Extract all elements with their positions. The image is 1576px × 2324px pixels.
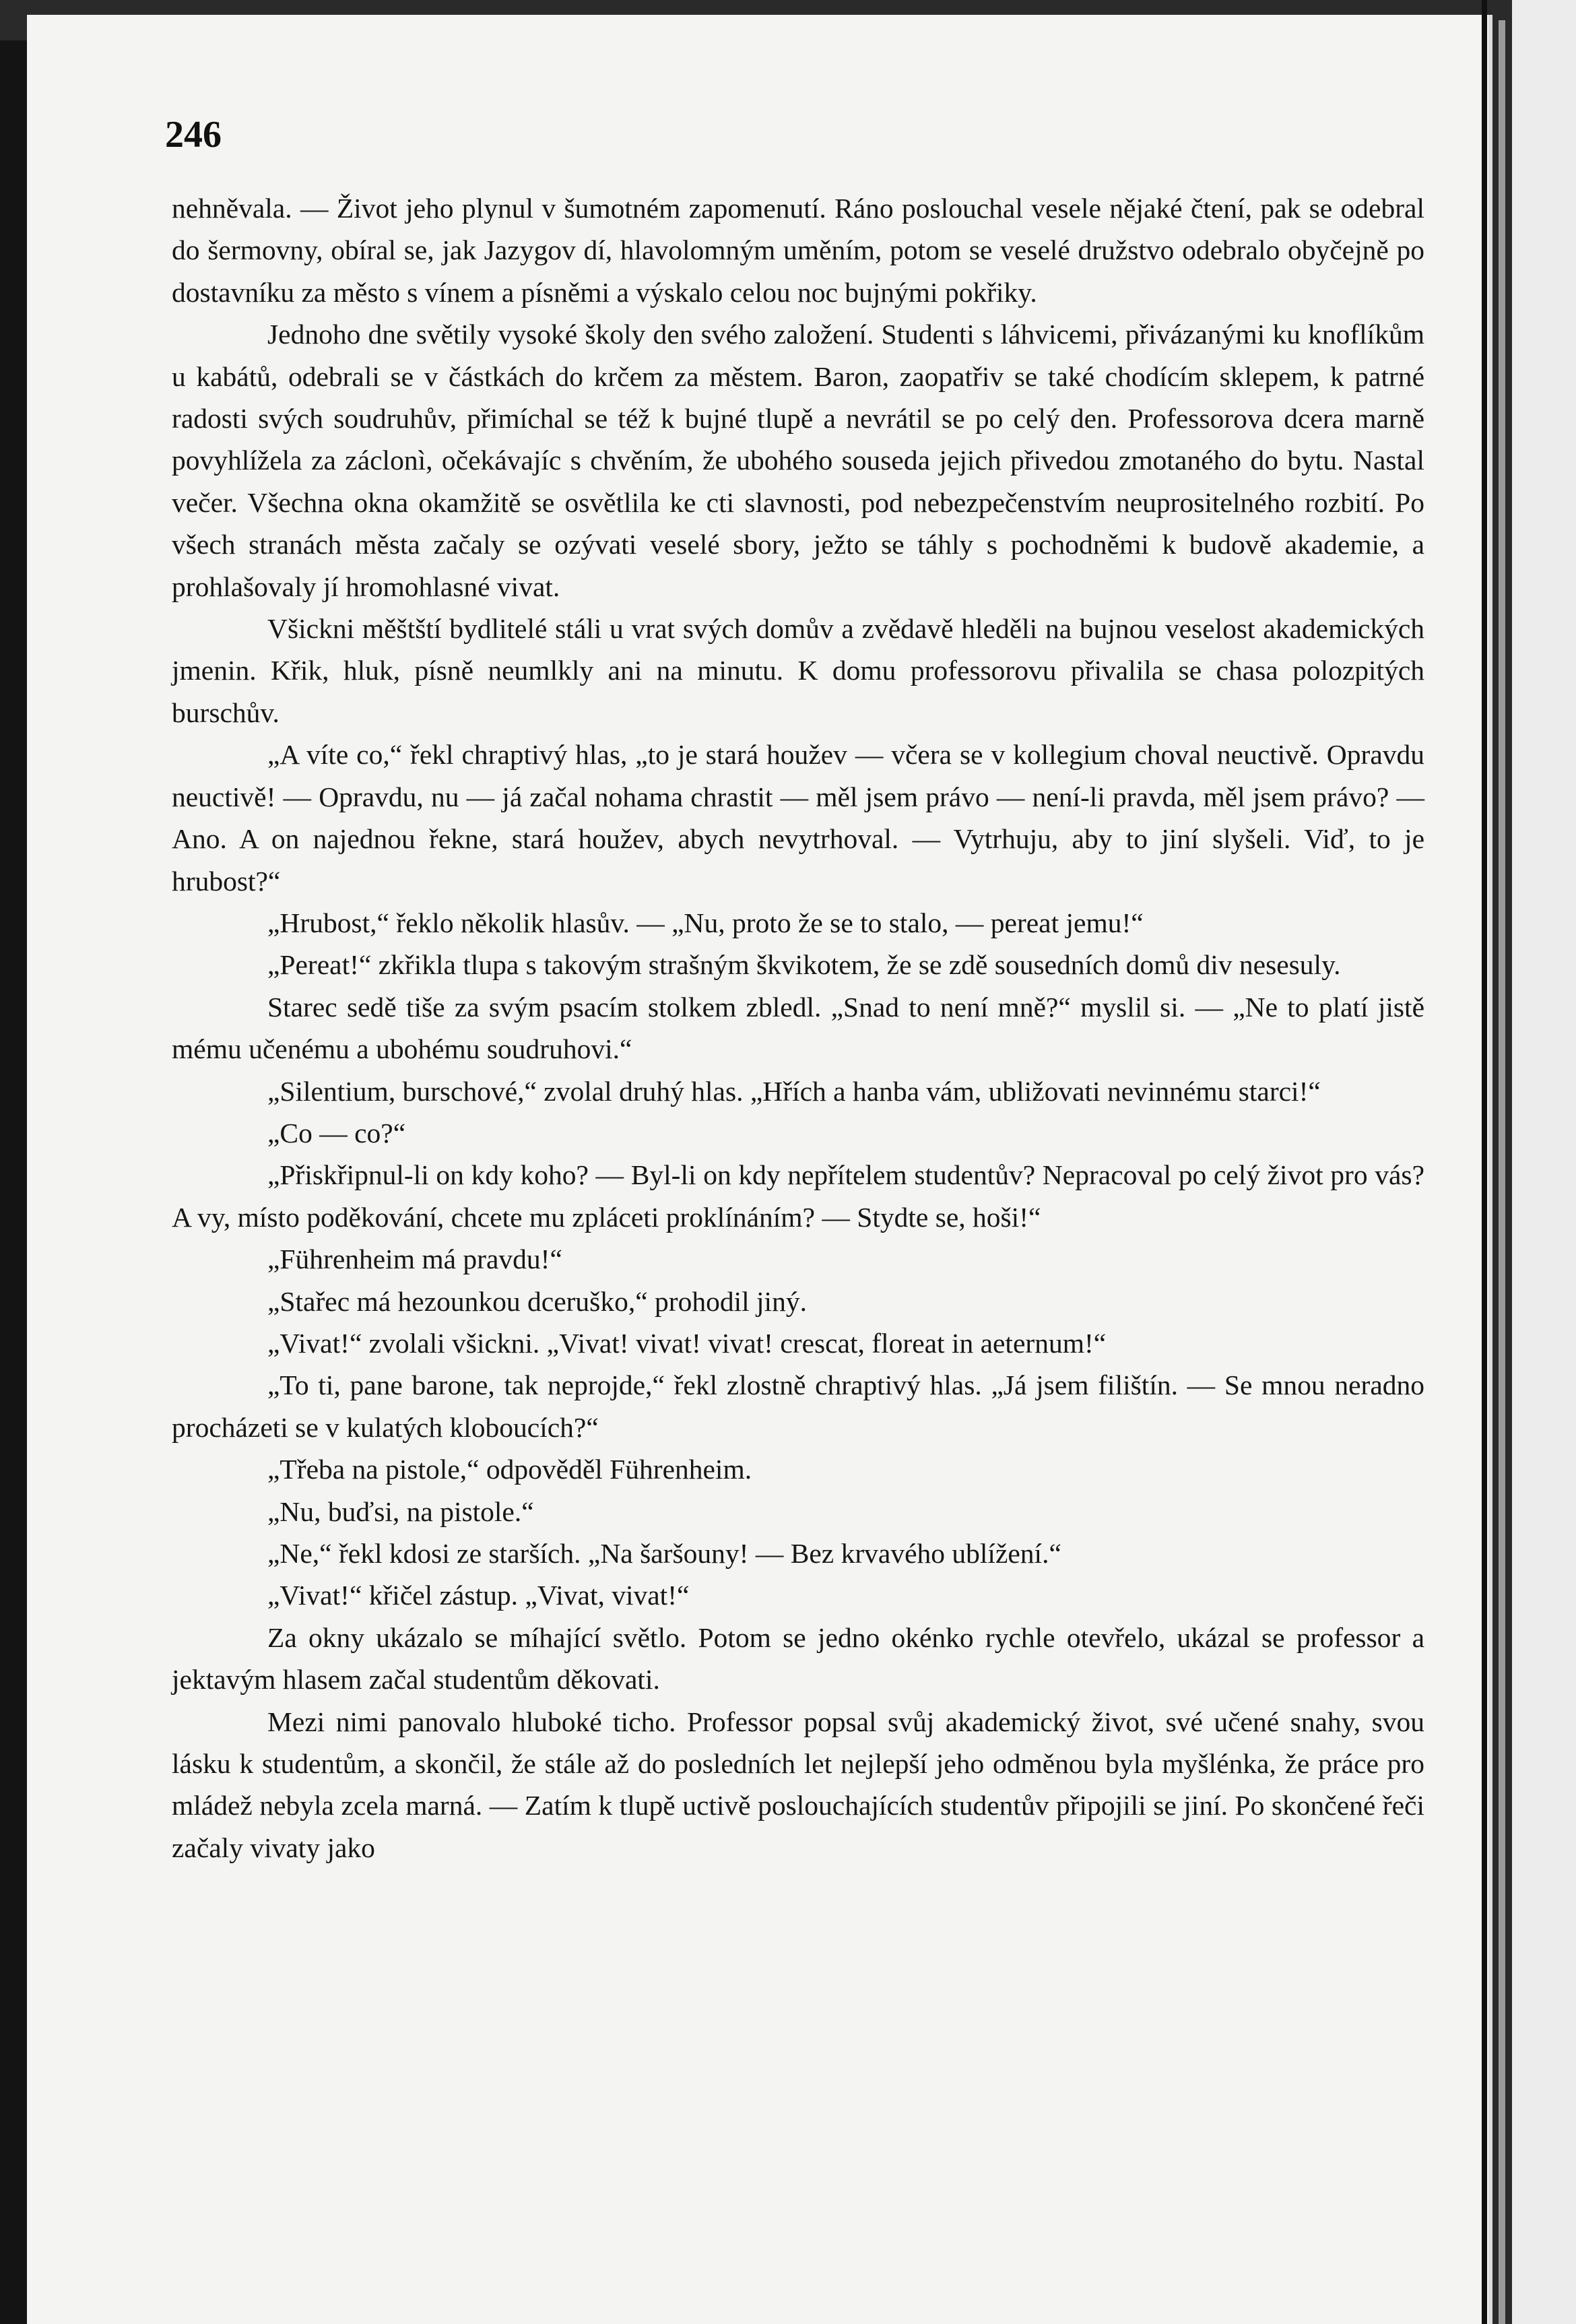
paragraph: Jednoho dne světily vysoké školy den svého založení. Studenti s láhvicemi, přivázanými ku knoflíkům u kabátů, odebrali se v částkách do krčem za městem. Baron, zaopatřiv se také chodícím sklepem, k patrné radosti svých soudruhův, přimíchal se též k bujné tlupě a nevrátil se po celý den. Professorova dcera marně povyhlížela za záclonì, očekávajíc s chvěním, že ubohého souseda jejich přivedou zmotaného do bytu. Nastal večer. Všechna okna okamžitě se osvětlila ke cti slavnosti, pod nebezpečenstvím neuprositelného rozbití. Po všech stranách města začaly se ozývati veselé sbory, ježto se táhly s pochodněmi k budově akademie, a prohlašovaly jí hromohlasné vivat. xyxy=(172,319,1424,602)
paragraph: „Hrubost,“ řeklo několik hlasův. — „Nu, proto že se to stalo, — pereat jemu!“ xyxy=(267,907,1144,938)
paragraph: „To ti, pane barone, tak neprojde,“ řekl zlostně chraptivý hlas. „Já jsem filištín. — Se mnou neradno procházeti se v kulatých kloboucích?“ xyxy=(172,1369,1424,1443)
page-number: 246 xyxy=(165,114,222,156)
scan-left-edge xyxy=(0,40,30,2324)
paragraph: Starec sedě tiše za svým psacím stolkem zbledl. „Snad to není mně?“ myslil si. — „Ne to platí jistě mému učenému a ubohému soudruhovi.“ xyxy=(172,991,1424,1065)
scan-right-edge xyxy=(1499,20,1505,2324)
paragraph: Za okny ukázalo se míhající světlo. Potom se jedno okénko rychle otevřelo, ukázal se professor a jektavým hlasem začal studentům děkovati. xyxy=(172,1621,1424,1696)
paragraph: „Vivat!“ zvolali všickni. „Vivat! vivat! vivat! crescat, floreat in aeternum!“ xyxy=(267,1327,1107,1359)
paragraph: „Silentium, burschové,“ zvolal druhý hlas. „Hřích a hanba vám, ubližovati nevinnému starci!“ xyxy=(267,1075,1321,1107)
paragraph: „Ne,“ řekl kdosi ze starších. „Na šaršouny! — Bez krvavého ublížení.“ xyxy=(267,1538,1061,1569)
paragraph: „Třeba na pistole,“ odpověděl Führenheim. xyxy=(267,1454,752,1485)
paragraph: „Pereat!“ zkřikla tlupa s takovým strašným škvikotem, že se zdě sousedních domů div nesesuly. xyxy=(267,949,1341,981)
paragraph: nehněvala. — Život jeho plynul v šumotném zapomenutí. Ráno poslouchal vesele nějaké čtení, pak se odebral do šermovny, obíral se, jak Jazygov dí, hlavolomným uměním, potom se veselé družstvo odebralo obyčejně po dostavníku za město s vínem a písněmi a výskalo celou noc bujnými pokřiky. xyxy=(172,193,1424,308)
paragraph: „Führenheim má pravdu!“ xyxy=(267,1244,562,1275)
paragraph: Mezi nimi panovalo hluboké ticho. Professor popsal svůj akademický život, své učené snahy, svou lásku k studentům, a skončil, že stále až do posledních let nejlepší jeho odměnou byla myšlénka, že práce pro mládež nebyla zcela marná. — Zatím k tlupě uctivě poslouchajících studentův připojili se jiní. Po skončené řeči začaly vivaty jako xyxy=(172,1706,1424,1863)
paragraph: „Přiskřipnul-li on kdy koho? — Byl-li on kdy nepřítelem studentův? Nepracoval po celý život pro vás? A vy, místo poděkování, chcete mu zpláceti proklínáním? — Stydte se, hoši!“ xyxy=(172,1159,1424,1233)
paragraph: „Vivat!“ křičel zástup. „Vivat, vivat!“ xyxy=(267,1580,690,1611)
paragraph: „Nu, buďsi, na pistole.“ xyxy=(267,1495,534,1527)
paragraph: „Stařec má hezounkou dceruško,“ prohodil jiný. xyxy=(267,1285,807,1317)
paragraph: „Co — co?“ xyxy=(267,1117,406,1149)
scan-right-margin xyxy=(1512,0,1576,2324)
paragraph: „A víte co,“ řekl chraptivý hlas, „to je stará houžev — včera se v kollegium choval neuctivě. Opravdu neuctivě! — Opravdu, nu — já začal nohama chrastit — měl jsem právo — není-li pravda, měl jsem právo? — Ano. A on najednou řekne, stará houžev, abych nevytrhoval. — Vytrhuju, aby to jiní slyšeli. Viď, to je hrubost?“ xyxy=(172,739,1424,897)
scan-right-gutter xyxy=(1482,0,1487,2324)
paragraph: Všickni měštští bydlitelé stáli u vrat svých domův a zvědavě hleděli na bujnou veselost akademických jmenin. Křik, hluk, písně neumlkly ani na minutu. K domu professorovu přivalila se chasa polozpitých burschův. xyxy=(172,613,1424,728)
body-text xyxy=(172,187,1424,1869)
